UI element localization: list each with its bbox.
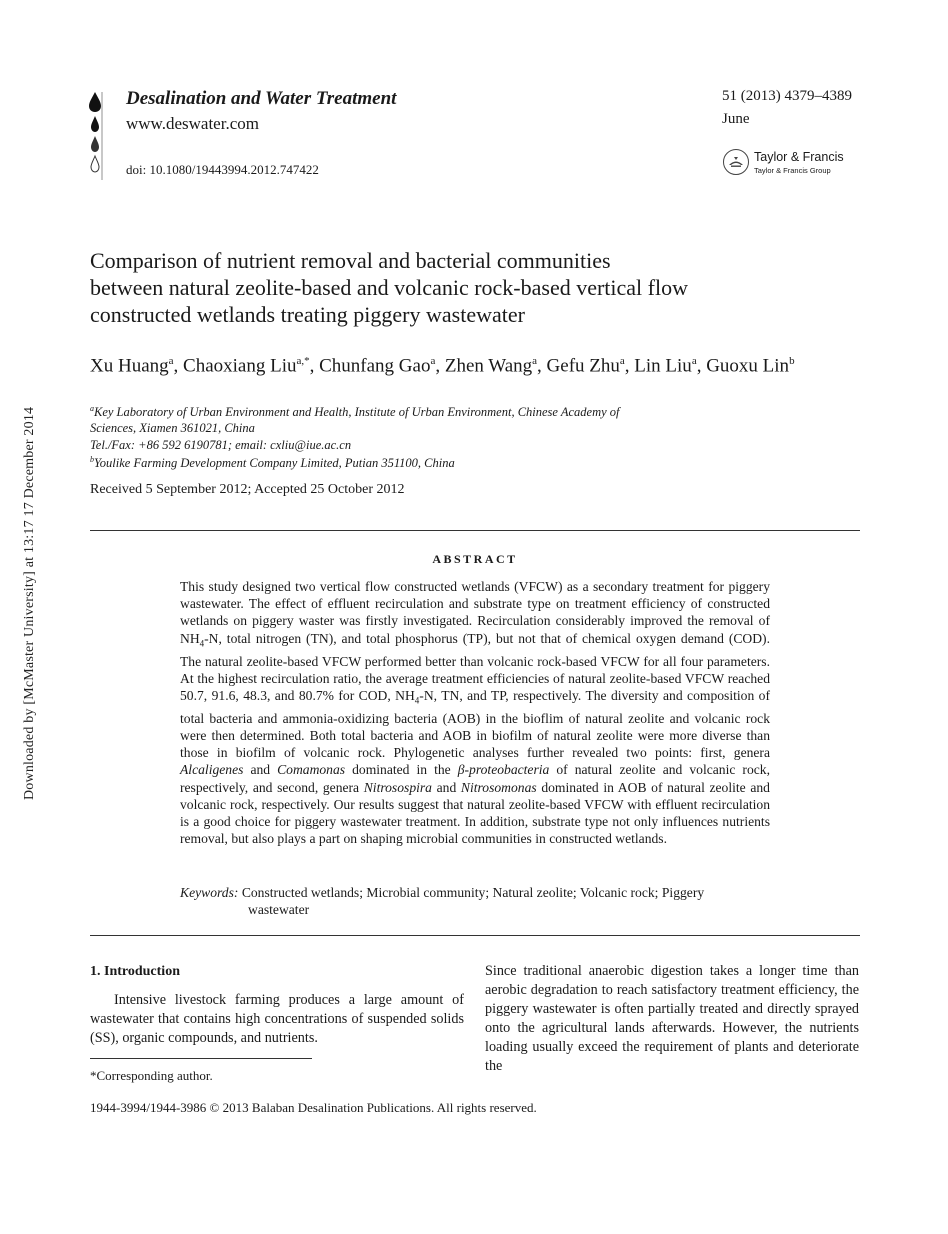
genus-name: Nitrosospira: [363, 779, 432, 795]
volume-pages: 51 (2013) 4379–4389: [722, 88, 852, 104]
received-dates: Received 5 September 2012; Accepted 25 October 2012: [90, 482, 405, 497]
article-title: [90, 247, 870, 328]
author-affiliation-mark: a: [532, 355, 538, 367]
subscript: 4: [414, 695, 420, 706]
intro-right-column: [485, 962, 859, 1076]
author-name: Guoxu Lin: [706, 355, 790, 377]
abstract-heading: ABSTRACT: [432, 552, 518, 566]
section-heading: 1. Introduction: [90, 964, 180, 979]
author-name: Xu Huang: [90, 355, 169, 377]
affiliation-text: Key Laboratory of Urban Environment and Health, Institute of Urban Environment, Chinese Academy of: [94, 405, 620, 420]
doi[interactable]: doi: 10.1080/19443994.2012.747422: [126, 162, 319, 177]
author-affiliation-mark: a: [691, 355, 697, 367]
affiliation-mark: b: [90, 455, 94, 464]
abstract-body: [180, 578, 770, 847]
publisher-block: [722, 148, 872, 180]
subscript: 4: [199, 638, 205, 649]
author-affiliation-mark: a: [168, 355, 174, 367]
corresponding-author-note: *Corresponding author.: [90, 1068, 213, 1083]
title-line: between natural zeolite-based and volcanic rock-based vertical flow: [90, 275, 688, 300]
abstract-text: dominated in AOB of natural zeolite and volcanic rock, respectively. Our results suggest that natural zeolite-based VFCW with effluent recirculation is a good choice for piggery wastewater treatment. In addition, substrate type not only influences nutrients removal, but also plays a part on shaping microbial communities in constructed wetlands.: [180, 779, 770, 847]
author-list: Xu Huang$^a$, Chaoxiang Liu$^{a,*}$, Chunfang Gao$^a$, Zhen Wang$^a$, Gefu Zhu$^a$, Lin Liu$^a$, Guoxu Lin$^b$: [90, 355, 795, 377]
abstract-text: -N, total nitrogen (TN), and total phosphorus (TP), but not that of chemical oxygen demand (COD). The natural zeolite-based VFCW performed better than volcanic rock-based VFCW for all four parameters. At the highest recirculation ratio, the average treatment efficiencies of natural zeolite-based VFCW reached 50.7, 91.6, 48.3, and 80.7% for COD, NH: [180, 630, 770, 703]
author-affiliation-mark: a,*: [296, 355, 310, 367]
abstract-text: -N, TN, and TP, respectively. The diversity and composition of total bacteria and ammonia-oxidizing bacteria (AOB) in the bioflim of natural zeolite and volcanic rock were then determined. Both total bacteria and AOB in biofilm of natural zeolite were more diverse than those in biofilm of volcanic rock. Phylogenetic analyses further revealed two points: first, genera: [180, 687, 770, 761]
author-name: Zhen Wang: [444, 355, 533, 377]
intro-left-column: [90, 962, 464, 1048]
intro-paragraph: Since traditional anaerobic digestion takes a longer time than aerobic degradation to reach satisfactory treatment efficiency, the piggery wastewater is often partially treated and directly sprayed onto the agricultural lands afterwards. However, the nutrients loading usually exceed the requirement of plants and deteriorate the: [485, 963, 859, 1074]
water-drop-icon: [88, 92, 110, 180]
abstract-text: This study designed two vertical flow constructed wetlands (VFCW) as a secondary treatment for piggery wastewater. The effect of effluent recirculation and substrate type on treatment efficiency of constructed wetlands on piggery waster was firstly investigated. Recirculation considerably improved the removal of NH: [180, 579, 770, 646]
keywords-label: Keywords:: [180, 885, 239, 900]
abstract-text: and: [243, 762, 278, 778]
abstract-text: and: [431, 779, 461, 795]
author-name: Lin Liu: [634, 355, 692, 377]
keywords-text: Constructed wetlands; Microbial community; Natural zeolite; Volcanic rock; Piggery: [241, 885, 705, 900]
affiliation-a: [90, 404, 860, 420]
title-line: Comparison of nutrient removal and bacterial communities: [90, 248, 611, 273]
divider: [90, 935, 860, 936]
copyright-line: 1944-3994/1944-3986 © 2013 Balaban Desalination Publications. All rights reserved.: [90, 1100, 537, 1115]
class-name: β-proteobacteria: [457, 762, 550, 778]
intro-paragraph: Intensive livestock farming produces a large amount of wastewater that contains high concentrations of suspended solids (SS), organic compounds, and nutrients.: [90, 992, 464, 1046]
publisher-group: Taylor & Francis Group: [754, 166, 831, 175]
author-name: Chunfang Gao: [319, 355, 431, 377]
affiliation-b: [90, 455, 860, 471]
abstract-text: of natural zeolite and volcanic rock, respectively, and second, genera: [180, 762, 770, 795]
download-stamp-text: Downloaded by [McMaster University] at 13:17 17 December 2014: [22, 406, 37, 800]
genus-name: Comamonas: [277, 762, 346, 778]
divider: [90, 530, 860, 531]
footnote-divider: [90, 1058, 312, 1059]
journal-url[interactable]: www.deswater.com: [126, 114, 259, 133]
abstract-text: dominated in the: [345, 762, 458, 778]
author-name: Gefu Zhu: [546, 355, 620, 377]
title-line: constructed wetlands treating piggery wastewater: [90, 302, 525, 327]
keywords-text-cont: wastewater: [248, 902, 310, 918]
author-affiliation-mark: a: [619, 355, 625, 367]
issue-month: June: [722, 111, 750, 127]
genus-name: Nitrosomonas: [460, 779, 537, 795]
genus-name: Alcaligenes: [180, 762, 244, 778]
affiliation-mark: a: [90, 404, 94, 413]
affiliation-text: Youlike Farming Development Company Limited, Putian 351100, China: [94, 456, 455, 471]
keywords: [180, 884, 770, 918]
author-affiliation-mark: b: [789, 355, 795, 367]
contact-info: Tel./Fax: +86 592 6190781; email: cxliu@iue.ac.cn: [90, 438, 352, 452]
taylor-francis-logo: [722, 148, 750, 176]
author-affiliation-mark: a: [430, 355, 436, 367]
journal-name: Desalination and Water Treatment: [126, 88, 397, 109]
publisher-name: Taylor & Francis: [754, 150, 844, 164]
affiliation-a-cont: Sciences, Xiamen 361021, China: [90, 421, 255, 435]
author-name: Chaoxiang Liu: [183, 355, 297, 377]
